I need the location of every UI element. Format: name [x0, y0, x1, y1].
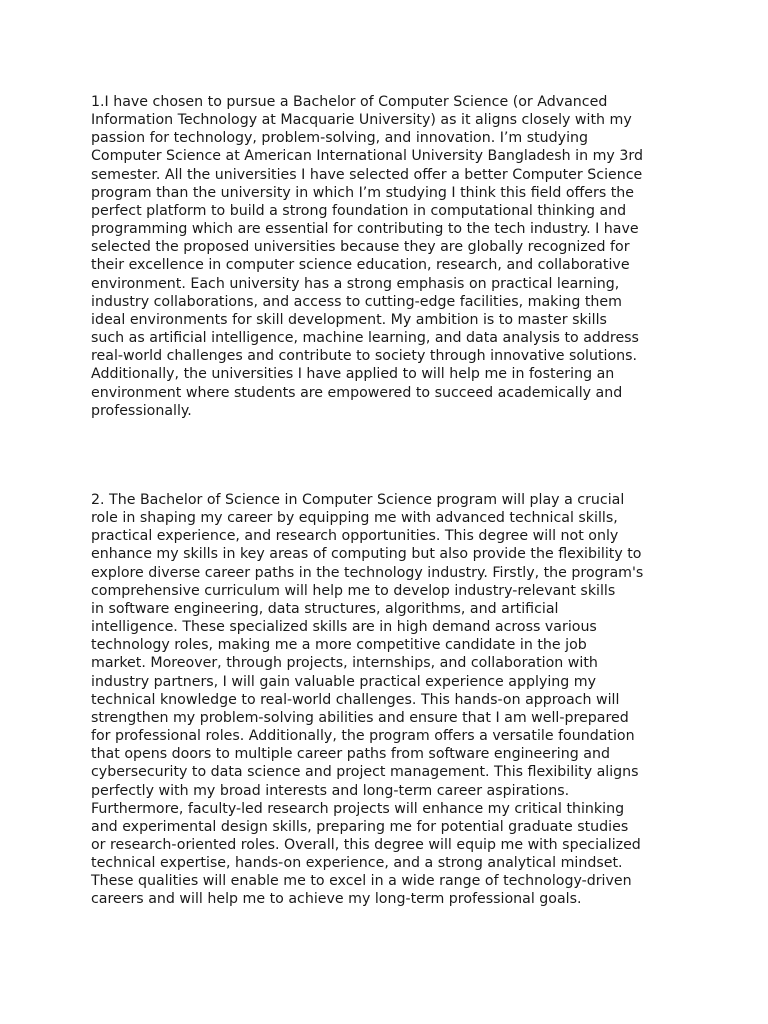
paragraph-1-line: real-world challenges and contribute to society through innovative solutions. [91, 348, 638, 365]
paragraph-2-line: or research-oriented roles. Overall, this degree will equip me with specialized [91, 836, 641, 853]
paragraph-1-line: environment. Each university has a strong emphasis on practical learning, [91, 275, 620, 292]
paragraph-1-line: perfect platform to build a strong foundation in computational thinking and [91, 202, 627, 219]
paragraph-2-line: careers and will help me to achieve my long-term professional goals. [91, 891, 582, 908]
paragraph-1-line: ideal environments for skill development. My ambition is to master skills [91, 311, 607, 328]
paragraph-2-line: technical knowledge to real-world challenges. This hands-on approach will [91, 691, 620, 708]
paragraph-2-line: technology roles, making me a more competitive candidate in the job [91, 637, 587, 654]
paragraph-2-line: that opens doors to multiple career paths from software engineering and [91, 746, 610, 763]
paragraph-1-line: Additionally, the universities I have applied to will help me in fostering an [91, 366, 615, 383]
paragraph-2-line: These qualities will enable me to excel in a wide range of technology-driven [91, 873, 632, 890]
paragraph-1-line: industry collaborations, and access to cutting-edge facilities, making them [91, 293, 622, 310]
paragraph-2-line: technical expertise, hands-on experience, and a strong analytical mindset. [91, 855, 623, 872]
paragraph-1-line: Information Technology at Macquarie University) as it aligns closely with my [91, 112, 632, 129]
paragraph-1-line: such as artificial intelligence, machine learning, and data analysis to address [91, 330, 639, 347]
paragraph-2-line: explore diverse career paths in the technology industry. Firstly, the program's [91, 564, 644, 581]
paragraph-1-line: programming which are essential for contributing to the tech industry. I have [91, 221, 639, 238]
paragraph-1 [91, 93, 643, 420]
paragraph-2-line: comprehensive curriculum will help me to develop industry-relevant skills [91, 582, 616, 599]
paragraph-1-line: program than the university in which I’m studying I think this field offers the [91, 184, 635, 201]
paragraph-1-line: professionally. [91, 402, 192, 419]
paragraph-2-line: practical experience, and research opportunities. This degree will not only [91, 528, 619, 545]
paragraph-2-line: for professional roles. Additionally, the program offers a versatile foundation [91, 728, 635, 745]
paragraph-1-line: selected the proposed universities because they are globally recognized for [91, 239, 630, 256]
paragraph-2-line: cybersecurity to data science and project management. This flexibility aligns [91, 764, 639, 781]
paragraph-2-line: enhance my skills in key areas of computing but also provide the flexibility to [91, 546, 642, 563]
paragraph-2-line: strengthen my problem-solving abilities and ensure that I am well-prepared [91, 709, 629, 726]
paragraph-2-line: market. Moreover, through projects, internships, and collaboration with [91, 655, 598, 672]
paragraph-1-line: 1.I have chosen to pursue a Bachelor of Computer Science (or Advanced [91, 94, 608, 110]
paragraph-2-line: in software engineering, data structures, algorithms, and artificial [91, 600, 559, 617]
paragraph-2-line: industry partners, I will gain valuable practical experience applying my [91, 673, 596, 690]
paragraph-1-line: passion for technology, problem-solving, and innovation. I’m studying [91, 130, 589, 147]
paragraph-2 [91, 491, 643, 909]
paragraph-1-line: environment where students are empowered to succeed academically and [91, 384, 623, 401]
paragraph-1-line: Computer Science at American International University Bangladesh in my 3rd [91, 148, 643, 165]
paragraph-2-line: perfectly with my broad interests and long-term career aspirations. [91, 782, 570, 799]
paragraph-2-line: intelligence. These specialized skills are in high demand across various [91, 619, 597, 636]
paragraph-2-line: Furthermore, faculty-led research projects will enhance my critical thinking [91, 800, 625, 817]
paragraph-2-line: and experimental design skills, preparing me for potential graduate studies [91, 818, 629, 835]
paragraph-2-line: role in shaping my career by equipping me with advanced technical skills, [91, 510, 618, 527]
paragraph-2-line: 2. The Bachelor of Science in Computer Science program will play a crucial [91, 492, 625, 508]
paragraph-1-line: semester. All the universities I have selected offer a better Computer Science [91, 166, 643, 183]
paragraph-1-line: their excellence in computer science education, research, and collaborative [91, 257, 630, 274]
